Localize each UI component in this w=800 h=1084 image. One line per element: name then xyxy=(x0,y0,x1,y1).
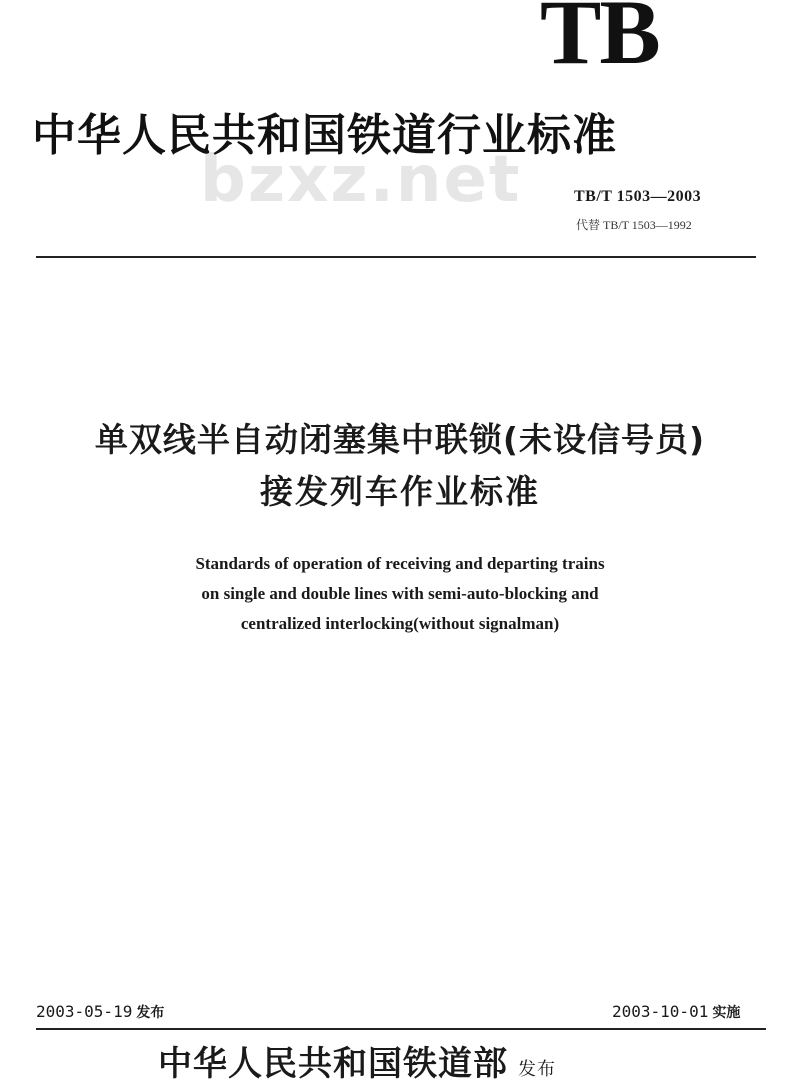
replaces-standard: 代替 TB/T 1503—1992 xyxy=(576,218,692,232)
issue-date-label: 发布 xyxy=(136,1005,165,1021)
effective-date-label: 实施 xyxy=(712,1005,741,1021)
title-en-line1: Standards of operation of receiving and departing trains xyxy=(195,554,605,573)
header-title: 中华人民共和国铁道行业标准 xyxy=(32,110,617,161)
effective-date xyxy=(612,1002,740,1022)
standard-number: TB/T 1503—2003 xyxy=(574,188,702,205)
issue-date xyxy=(36,1002,164,1022)
issue-date-value: 2003-05-19 xyxy=(36,1002,133,1021)
bottom-divider xyxy=(36,1028,766,1030)
title-zh-line2: 接发列车作业标准 xyxy=(260,472,540,511)
top-divider xyxy=(36,256,756,258)
title-en-line3: centralized interlocking(without signalman) xyxy=(240,614,560,633)
effective-date-value: 2003-10-01 xyxy=(612,1002,709,1021)
publisher xyxy=(158,1046,556,1083)
title-zh-line1: 单双线半自动闭塞集中联锁(未设信号员) xyxy=(94,420,706,459)
publisher-label: 发布 xyxy=(518,1059,556,1080)
tb-logo: TB xyxy=(540,0,659,83)
publisher-name: 中华人民共和国铁道部 xyxy=(158,1044,508,1084)
watermark-text: bzxz.net xyxy=(200,143,522,217)
title-en-line2: on single and double lines with semi-auto-blocking and xyxy=(201,584,599,603)
